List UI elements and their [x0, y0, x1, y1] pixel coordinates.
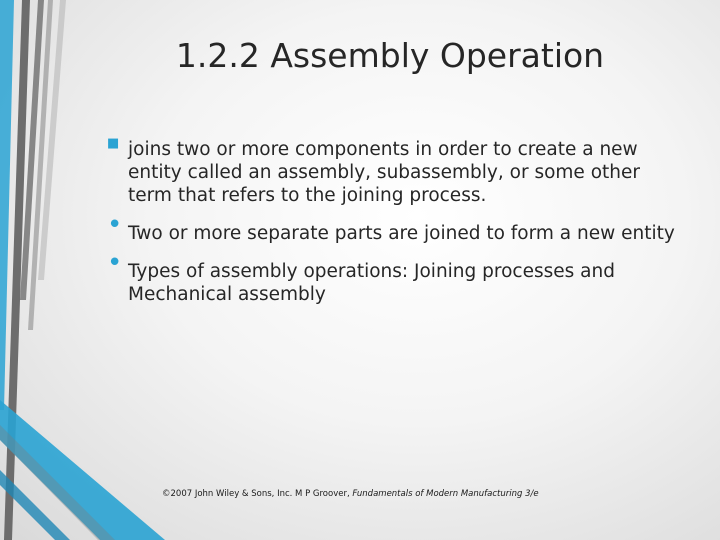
bullet-text-3: Types of assembly operations: Joining processes and Mechanical assembly: [128, 261, 615, 305]
dot-bullet-icon: •: [107, 248, 123, 278]
slide-footer: [162, 488, 582, 500]
slide-title: 1.2.2 Assembly Operation: [175, 36, 605, 75]
dot-bullet-icon: •: [107, 210, 123, 240]
bullet-item-1: [106, 138, 681, 207]
bullet-text-2: Two or more separate parts are joined to form a new entity: [128, 223, 675, 244]
footer-copyright: ©2007 John Wiley & Sons, Inc. M P Groover,: [162, 489, 353, 499]
footer-book-title: Fundamentals of Modern Manufacturing 3/e: [352, 489, 539, 499]
bullet-text-1: joins two or more components in order to create a new entity called an assembly, subassembly, or some other term that refers to the joining process.: [128, 139, 640, 206]
bullet-list: [106, 138, 681, 321]
square-bullet-icon: ■: [107, 136, 120, 151]
bullet-item-2: [106, 210, 681, 245]
stripe-gray-diagonal: [0, 425, 115, 540]
bullet-item-3: [106, 248, 681, 306]
